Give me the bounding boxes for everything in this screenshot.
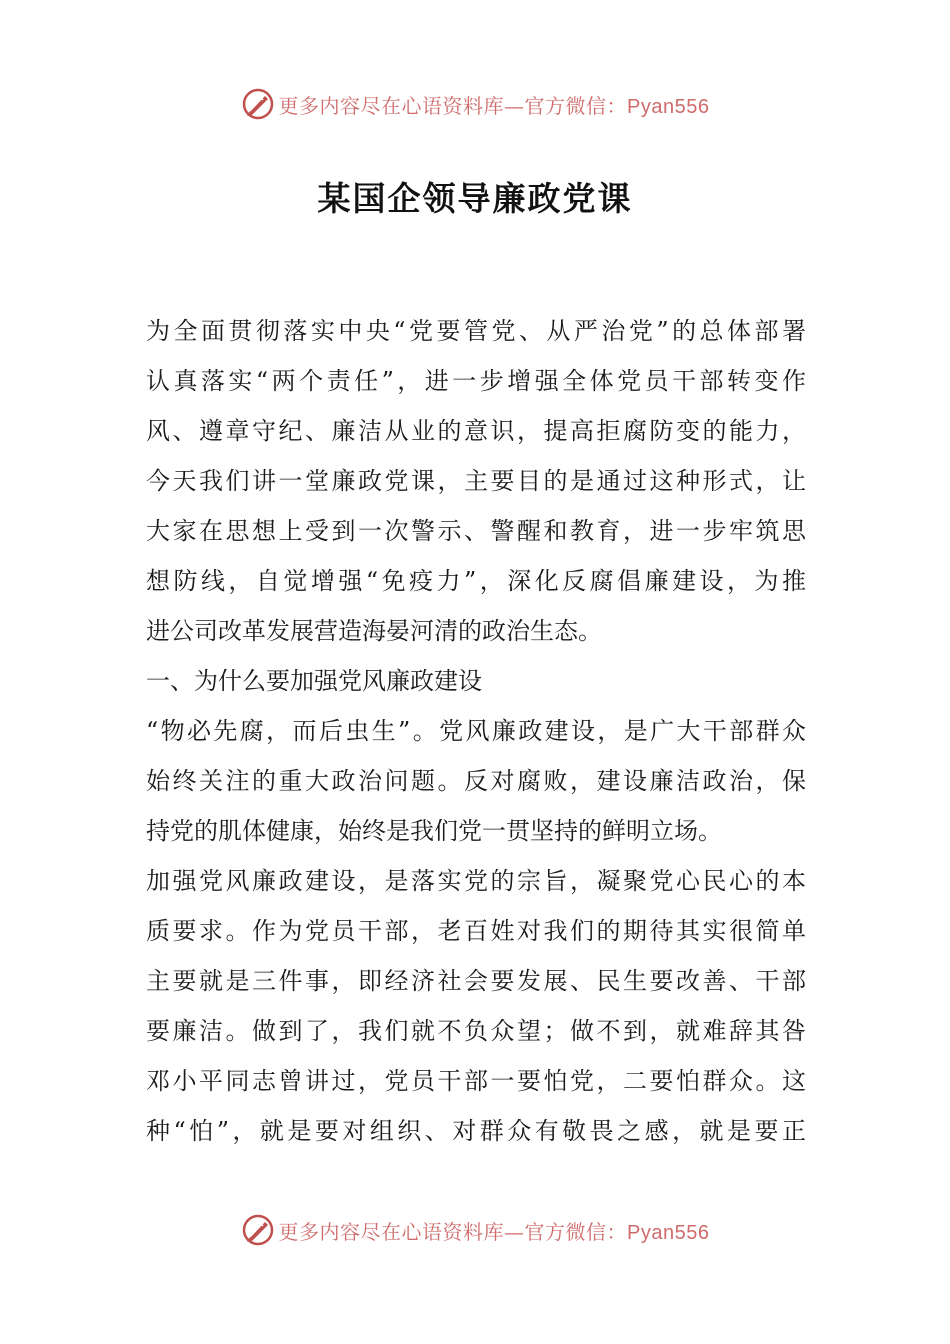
text-line: 为全面贯彻落实中央“党要管党、从严治党”的总体部署 — [146, 317, 806, 345]
text-line: 认真落实“两个责任”，进一步增强全体党员干部转变作 — [146, 367, 806, 395]
text-line: 想防线，自觉增强“免疫力”，深化反腐倡廉建设，为推 — [146, 567, 806, 595]
section-heading: 一、为什么要加强党风廉政建设 — [146, 667, 482, 695]
document-title: 某国企领导廉政党课 — [317, 179, 633, 218]
text-line: 始终关注的重大政治问题。反对腐败，建设廉洁政治，保 — [146, 767, 806, 795]
text-line: 大家在思想上受到一次警示、警醒和教育，进一步牢筑思 — [146, 517, 806, 545]
text-line: 邓小平同志曾讲过，党员干部一要怕党，二要怕群众。这 — [146, 1067, 806, 1095]
text-line: “物必先腐，而后虫生”。党风廉政建设，是广大干部群众 — [146, 717, 806, 745]
watermark-text: 更多内容尽在心语资料库—官方微信：Pyan556 — [278, 93, 710, 118]
text-line: 进公司改革发展营造海晏河清的政治生态。 — [146, 617, 602, 645]
pen-logo-icon — [241, 87, 275, 121]
watermark-footer — [0, 1210, 950, 1250]
text-line: 风、遵章守纪、廉洁从业的意识，提高拒腐防变的能力， — [146, 417, 806, 445]
text-line: 持党的肌体健康，始终是我们党一贯坚持的鲜明立场。 — [146, 817, 722, 845]
watermark-text: 更多内容尽在心语资料库—官方微信：Pyan556 — [278, 1219, 710, 1244]
text-line: 今天我们讲一堂廉政党课，主要目的是通过这种形式，让 — [146, 467, 806, 495]
watermark-header — [0, 84, 950, 124]
document-body — [146, 306, 806, 1156]
text-line: 质要求。作为党员干部，老百姓对我们的期待其实很简单 — [146, 917, 806, 945]
text-line: 主要就是三件事，即经济社会要发展、民生要改善、干部 — [146, 967, 806, 995]
text-line: 加强党风廉政建设，是落实党的宗旨，凝聚党心民心的本 — [146, 867, 806, 895]
text-line: 种“怕”，就是要对组织、对群众有敬畏之感，就是要正 — [146, 1117, 806, 1145]
pen-logo-icon — [241, 1213, 275, 1247]
text-line: 要廉洁。做到了，我们就不负众望；做不到，就难辞其咎 — [146, 1017, 806, 1045]
